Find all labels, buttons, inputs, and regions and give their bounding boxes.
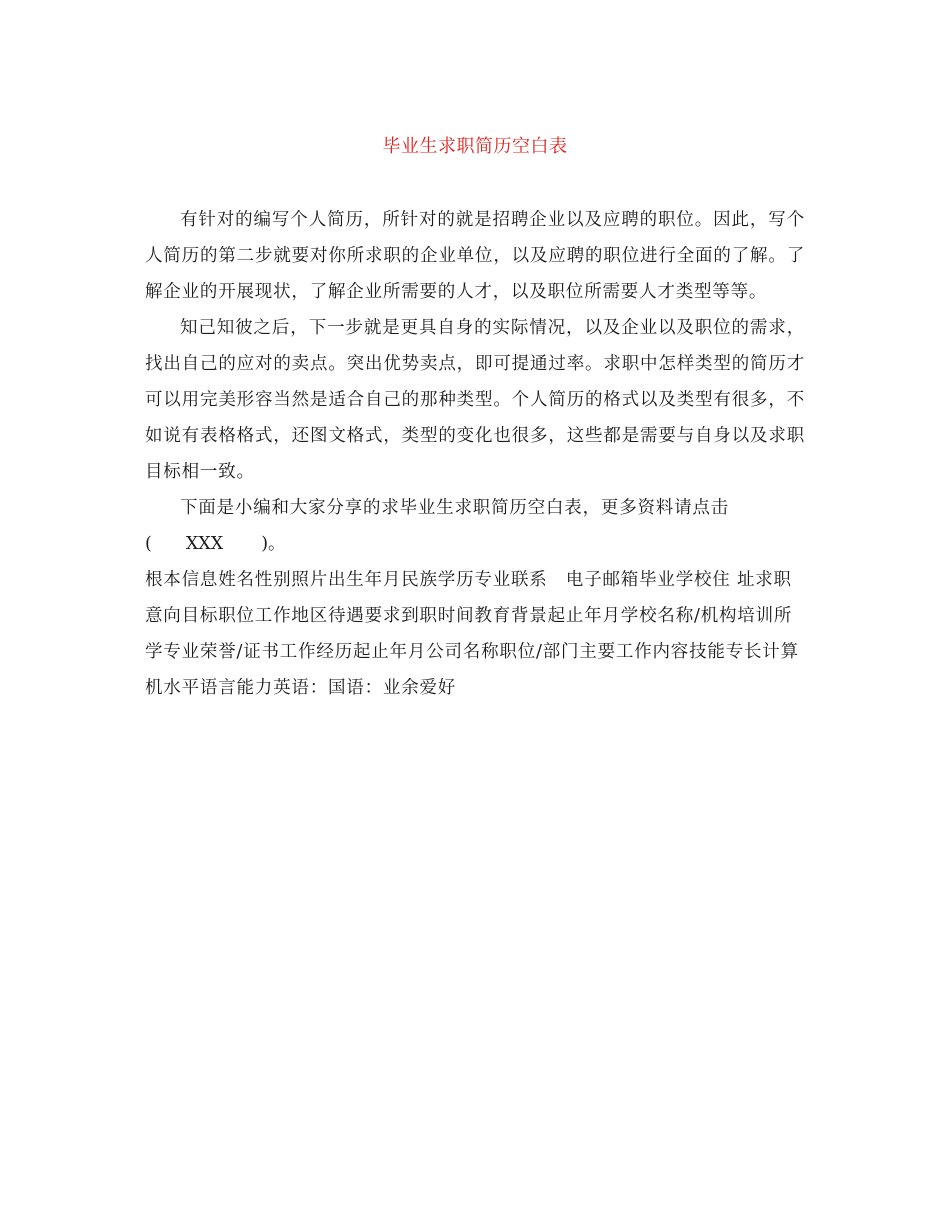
form-fields-text: 根本信息姓名性别照片出生年月民族学历专业联系 电子邮箱毕业学校住 址求职意向目标职位工作地区待遇要求到职时间教育背景起止年月学校名称/机构培训所学专业荣誉/证书工作经历起止年月公司名称职位/部门主要工作内容技能专长计算机水平语言能力英语：国语：业余爱好 [145, 570, 799, 698]
link-placeholder[interactable]: XXX [185, 534, 224, 554]
document-body [145, 202, 805, 706]
link-open-paren: ( [145, 534, 152, 554]
link-placeholder-line [145, 526, 805, 562]
paragraph-share: 下面是小编和大家分享的求毕业生求职简历空白表，更多资料请点击 [180, 498, 729, 518]
link-close-paren: )。 [261, 534, 286, 554]
paragraph-selling-points: 知己知彼之后，下一步就是更具自身的实际情况，以及企业以及职位的需求，找出自己的应对的卖点。突出优势卖点，即可提通过率。求职中怎样类型的简历才可以用完美形容当然是适合自己的那种类型。个人简历的格式以及类型有很多，不如说有表格格式，还图文格式，类型的变化也很多，这些都是需要与自身以及求职目标相一致。 [145, 318, 805, 482]
paragraph-intro: 有针对的编写个人简历，所针对的就是招聘企业以及应聘的职位。因此，写个人简历的第二步就要对你所求职的企业单位，以及应聘的职位进行全面的了解。了解企业的开展现状，了解企业所需要的人才，以及职位所需要人才类型等等。 [145, 210, 805, 302]
document-title: 毕业生求职简历空白表 [382, 136, 568, 157]
